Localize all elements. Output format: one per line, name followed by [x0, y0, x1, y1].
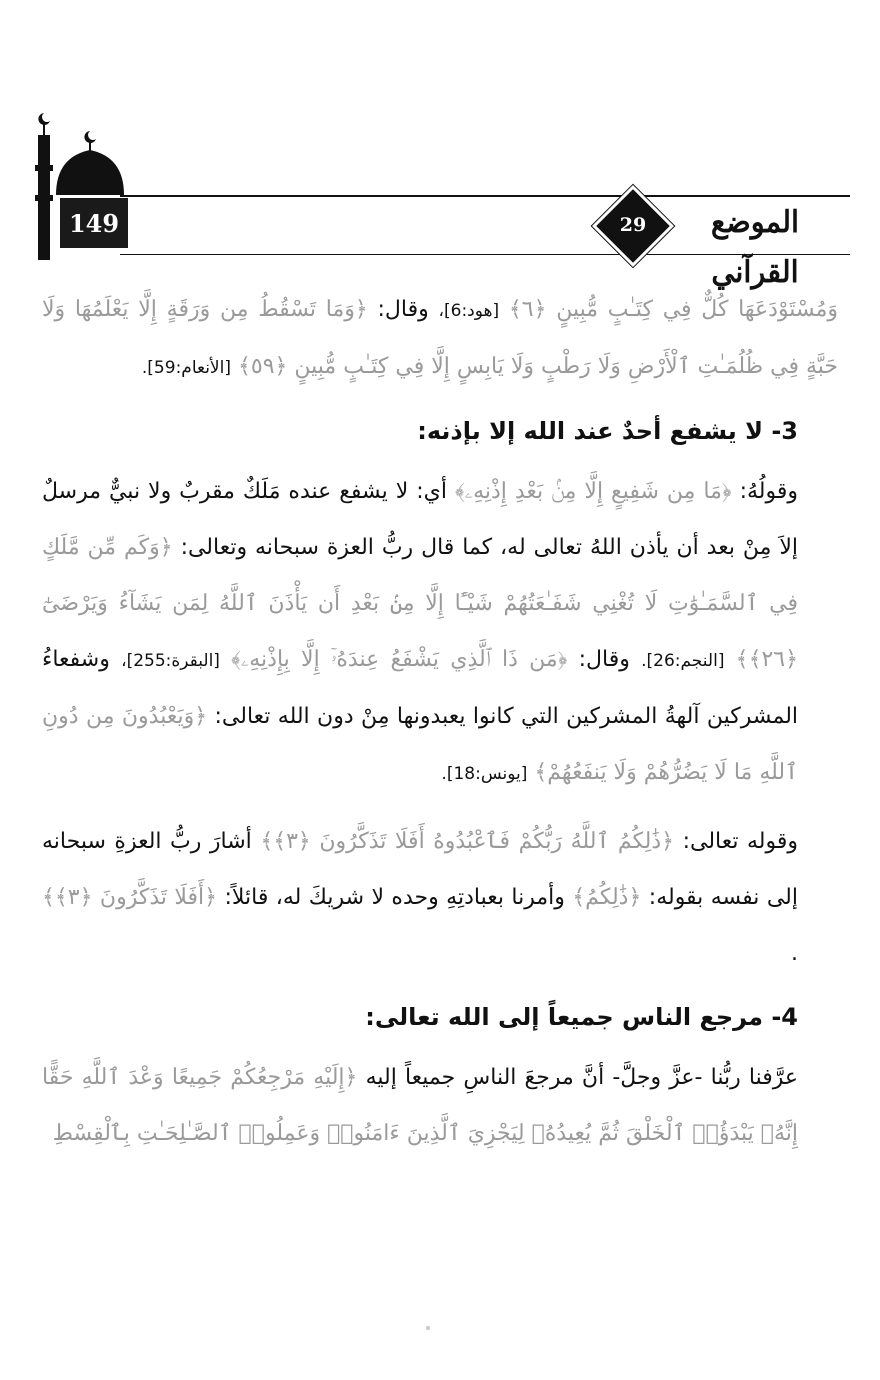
- verse-reference: [البقرة:255]،: [121, 651, 220, 671]
- text-run: وقوله تعالى:: [682, 829, 798, 854]
- text-run: وقال:: [377, 297, 429, 322]
- text-run: .: [791, 941, 798, 966]
- quran-verse: ﴿إِلَيْهِ مَرْجِعُكُمْ جَمِيعًا وَعْدَ ٱللَّهِ حَقًّا إِنَّهُۥ يَبْدَؤُا۟ ٱلْخَلْقَ ثُمَّ يُعِيدُهُۥ لِيَجْزِيَ ٱلَّذِينَ ءَامَنُوا۟ وَعَمِلُوا۟ ٱلصَّـٰلِحَـٰتِ بِٱلْقِسْطِ: [42, 1065, 798, 1146]
- paragraph-4: [42, 1050, 838, 1162]
- verse-reference: [يونس:18].: [441, 764, 528, 784]
- book-title: الموضع القرآني: [710, 205, 800, 290]
- text-run: عرَّفنا ربُّنا -عزَّ وجلَّ- أنَّ مرجعَ الناسِ جميعاً إليه: [365, 1065, 798, 1090]
- verse-reference: [الأنعام:59].: [141, 358, 231, 378]
- paragraph-1: [42, 282, 838, 396]
- header-rule: [120, 195, 850, 197]
- quran-verse: ﴿ذَٰلِكُمُ ٱللَّهُ رَبُّكُمْ فَٱعْبُدُوهُ أَفَلَا تَذَكَّرُونَ ﴿٣﴾﴾: [260, 829, 675, 854]
- text-run: أي: لا يشفع عنده مَلَكٌ مقربٌ ولا نبيٌّ مرسلٌ إلاَ مِنْ بعد أن يأذن اللهُ تعالى له، كما قال ربُّ العزة سبحانه وتعالى:: [42, 479, 799, 560]
- paragraph-3: [42, 814, 838, 982]
- page-body: [42, 282, 838, 1320]
- section-heading-4: 4- مرجع الناس جميعاً إلى الله تعالى:: [365, 1003, 798, 1031]
- quran-verse: ﴿مَا مِن شَفِيعٍ إِلَّا مِنۢ بَعْدِ إِذْنِهِۦ﴾: [454, 479, 732, 504]
- quran-verse: ﴿ذَٰلِكُمُ﴾: [572, 885, 642, 910]
- verse-reference: [النجم:26].: [641, 651, 725, 671]
- verse-reference: [هود:6]،: [438, 301, 500, 321]
- chapter-number: 29: [619, 214, 647, 236]
- paragraph-2: [42, 464, 838, 802]
- quran-verse: ﴿وَكَم مِّن مَّلَكٍ فِي ٱلسَّمَـٰوَٰتِ لَا تُغْنِي شَفَـٰعَتُهُمْ شَيْـًٔا إِلَّا مِنۢ بَعْدِ أَن يَأْذَنَ ٱللَّهُ لِمَن يَشَآءُ وَيَرْضَىٰٓ ﴿٢٦﴾﴾: [42, 535, 798, 672]
- scan-speck: [426, 1326, 430, 1330]
- section-heading-3: 3- لا يشفع أحدٌ عند الله إلا بإذنه:: [417, 417, 798, 445]
- text-run: وقال:: [578, 647, 630, 672]
- text-run: وأمرنا بعبادتِهِ وحده لا شريكَ له، قائلاً:: [224, 885, 565, 910]
- quran-verse: ﴿وَيَعْبُدُونَ مِن دُونِ ٱللَّهِ مَا لَا يَضُرُّهُمْ وَلَا يَنفَعُهُمْ﴾: [42, 704, 798, 785]
- text-run: أشارَ ربُّ العزةِ سبحانه إلى نفسه بقوله:: [42, 829, 798, 910]
- quran-verse: ﴿مَن ذَا ٱلَّذِي يَشْفَعُ عِندَهُۥٓ إِلَّا بِإِذْنِهِۦ﴾: [231, 647, 568, 672]
- text-run: وقولُهُ:: [739, 479, 799, 504]
- text-run: وشفعاءُ المشركين آلهةُ المشركين التي كانوا يعبدونها مِنْ دون الله تعالى:: [42, 647, 799, 729]
- quran-verse: وَمُسْتَوْدَعَهَا كُلٌّ فِي كِتَـٰبٍ مُّبِينٍ ﴿٦﴾: [508, 297, 838, 322]
- quran-verse: إِلَّا يَعْلَمُهَا وَلَا حَبَّةٍ فِي ظُلُمَـٰتِ ٱلْأَرْضِ وَلَا رَطْبٍ وَلَا يَابِسٍ إِلَّا فِي كِتَـٰبٍ مُّبِينٍ ﴿٥٩﴾: [42, 297, 838, 379]
- page-number: 149: [60, 198, 128, 248]
- quran-verse: ﴿أَفَلَا تَذَكَّرُونَ ﴿٣﴾﴾: [42, 885, 218, 910]
- quran-verse: ﴿وَمَا تَسْقُطُ مِن وَرَقَةٍ: [166, 297, 368, 322]
